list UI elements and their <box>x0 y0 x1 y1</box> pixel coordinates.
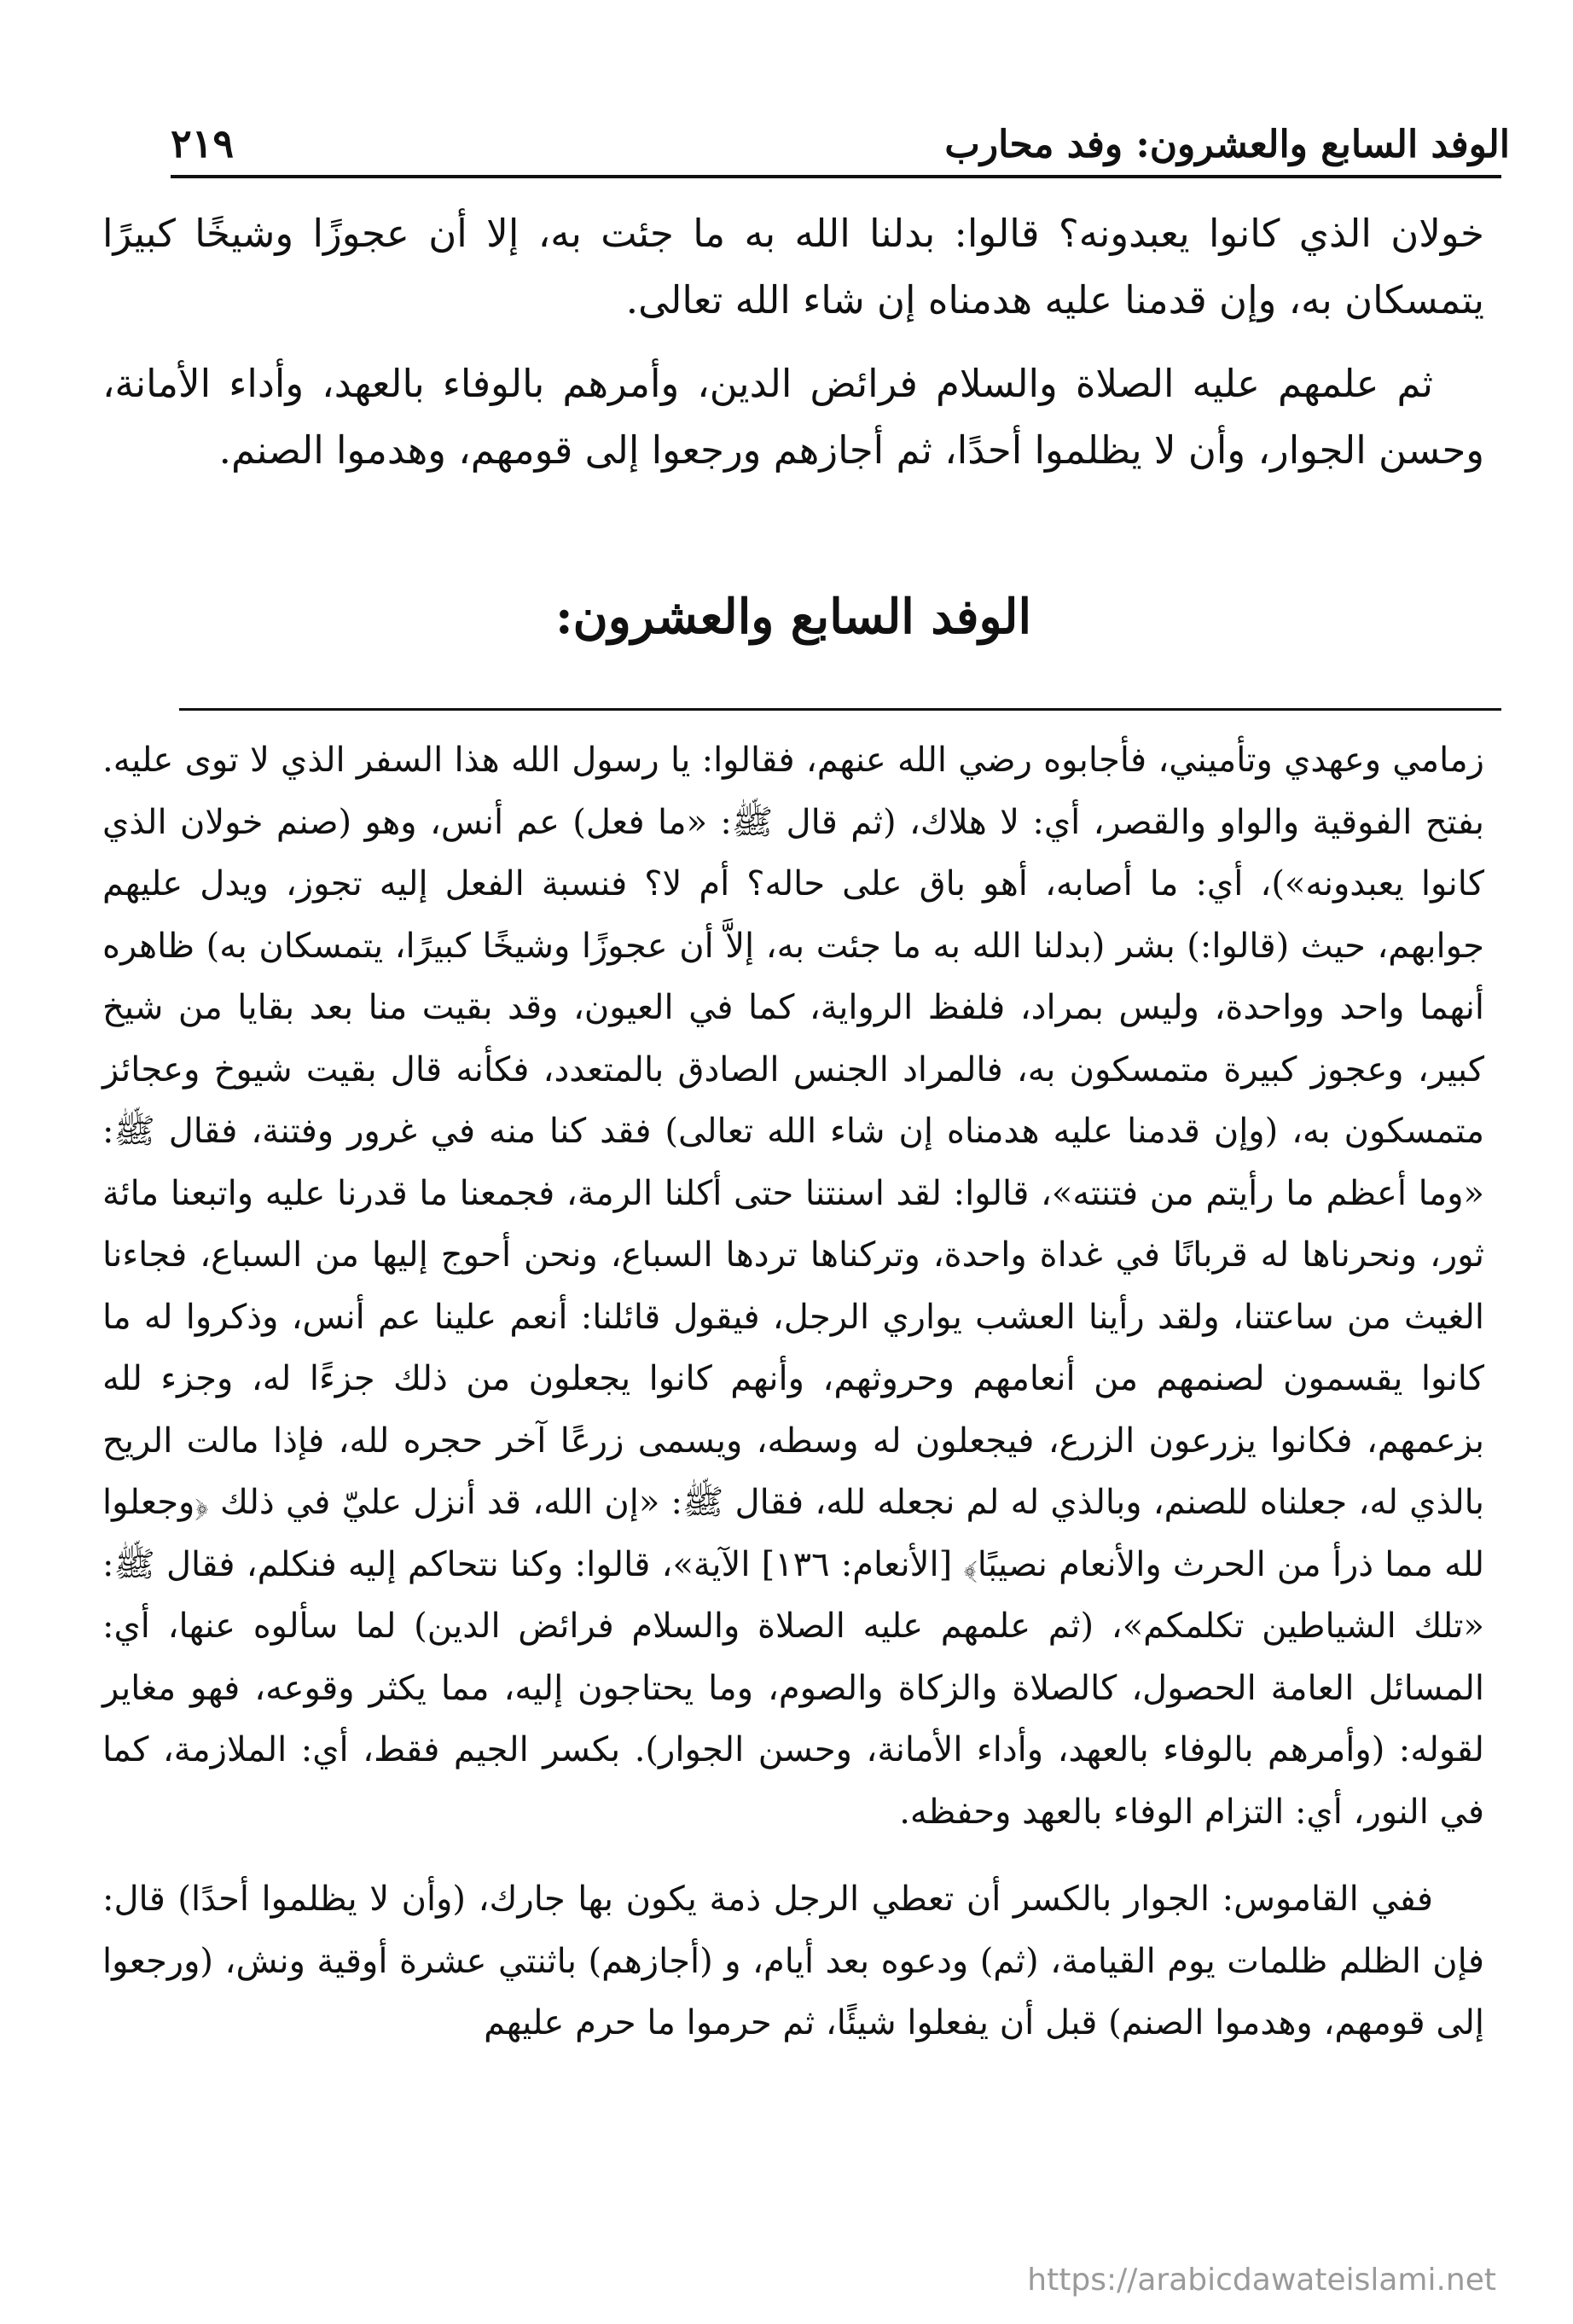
commentary-paragraph: زمامي وعهدي وتأميني، فأجابوه رضي الله عنهم، فقالوا: يا رسول الله هذا السفر الذي لا توى عليه. بفتح الفوقية والواو والقصر، أي: لا هلاك، (ثم قال ﷺ: «ما فعل) عم أنس، وهو (صنم خولان الذي كانوا يعبدونه»)، أي: ما أصابه، أهو باق على حاله؟ أم لا؟ فنسبة الفعل إليه تجوز، ويدل عليهم جوابهم، حيث (قالوا:) بشر (بدلنا الله به ما جئت به، إلاَّ أن عجوزًا وشيخًا كبيرًا، يتمسكان به) ظاهره أنهما واحد وواحدة، وليس بمراد، فلفظ الرواية، كما في العيون، وقد بقيت منا بعد بقايا من شيخ كبير، وعجوز كبيرة متمسكون به، فالمراد الجنس الصادق بالمتعدد، فكأنه قال بقيت شيوخ وعجائز متمسكون به، (وإن قدمنا عليه هدمناه إن شاء الله تعالى) فقد كنا منه في غرور وفتنة، فقال ﷺ: «وما أعظم ما رأيتم من فتنته»، قالوا: لقد اسنتنا حتى أكلنا الرمة، فجمعنا ما قدرنا عليه واتبعنا مائة ثور، ونحرناها له قربانًا في غداة واحدة، وتركناها تردها السباع، ونحن أحوج إليها من السباع، فجاءنا الغيث من ساعتنا، ولقد رأينا العشب يواري الرجل، فيقول قائلنا: أنعم علينا عم أنس، وذكروا له ما كانوا يقسمون لصنمهم من أنعامهم وحروثهم، وأنهم كانوا يجعلون من ذلك جزءًا له، وجزء لله بزعمهم، فكانوا يزرعون الزرع، فيجعلون له وسطه، ويسمى زرعًا آخر حجره لله، فإذا مالت الريح بالذي له، جعلناه للصنم، وبالذي له لم نجعله لله، فقال ﷺ: «إن الله، قد أنزل عليّ في ذلك ﴿وجعلوا لله مما ذرأ من الحرث والأنعام نصيبًا﴾ [الأنعام: ١٣٦] الآية»، قالوا: وكنا نتحاكم إليه فنكلم، فقال ﷺ: «تلك الشياطين تكلمكم»، (ثم علمهم عليه الصلاة والسلام فرائض الدين) لما سألوه عنها، أي: المسائل العامة الحصول، كالصلاة والزكاة والصوم، وما يحتاجون إليه، مما يكثر وقوعه، فهو مغاير لقوله: (وأمرهم بالوفاء بالعهد، وأداء الأمانة، وحسن الجوار). بكسر الجيم فقط، أي: الملازمة، كما في النور، أي: التزام الوفاء بالعهد وحفظه. <box>102 741 1484 1832</box>
watermark: https://arabicdawateislami.net <box>1027 2263 1496 2298</box>
commentary-rule <box>179 708 1501 711</box>
section-heading: الوفد السابع والعشرون: <box>554 589 1032 645</box>
main-text <box>102 200 1484 501</box>
commentary-paragraph: ففي القاموس: الجوار بالكسر أن تعطي الرجل ذمة يكون بها جارك، (وأن لا يظلموا أحدًا) قال: فإن الظلم ظلمات يوم القيامة، (ثم) ودعوه بعد أيام، و (أجازهم) باثنتي عشرة أوقية ونش، (ورجعوا إلى قومهم، وهدموا الصنم) قبل أن يفعلوا شيئًا، ثم حرموا ما حرم عليهم <box>102 1880 1484 2042</box>
page-header <box>171 90 1510 166</box>
header-rule <box>171 175 1501 178</box>
running-title: الوفد السابع والعشرون: وفد محارب <box>944 123 1510 166</box>
main-paragraph: ثم علمهم عليه الصلاة والسلام فرائض الدين، وأمرهم بالوفاء بالعهد، وأداء الأمانة، وحسن الجوار، وأن لا يظلموا أحدًا، ثم أجازهم ورجعوا إلى قومهم، وهدموا الصنم. <box>102 361 1484 473</box>
page-number: ٢١٩ <box>171 120 235 166</box>
commentary-text <box>102 729 1484 2054</box>
main-paragraph: خولان الذي كانوا يعبدونه؟ قالوا: بدلنا الله به ما جئت به، إلا أن عجوزًا وشيخًا كبيرًا يتمسكان به، وإن قدمنا عليه هدمناه إن شاء الله تعالى. <box>102 211 1484 322</box>
